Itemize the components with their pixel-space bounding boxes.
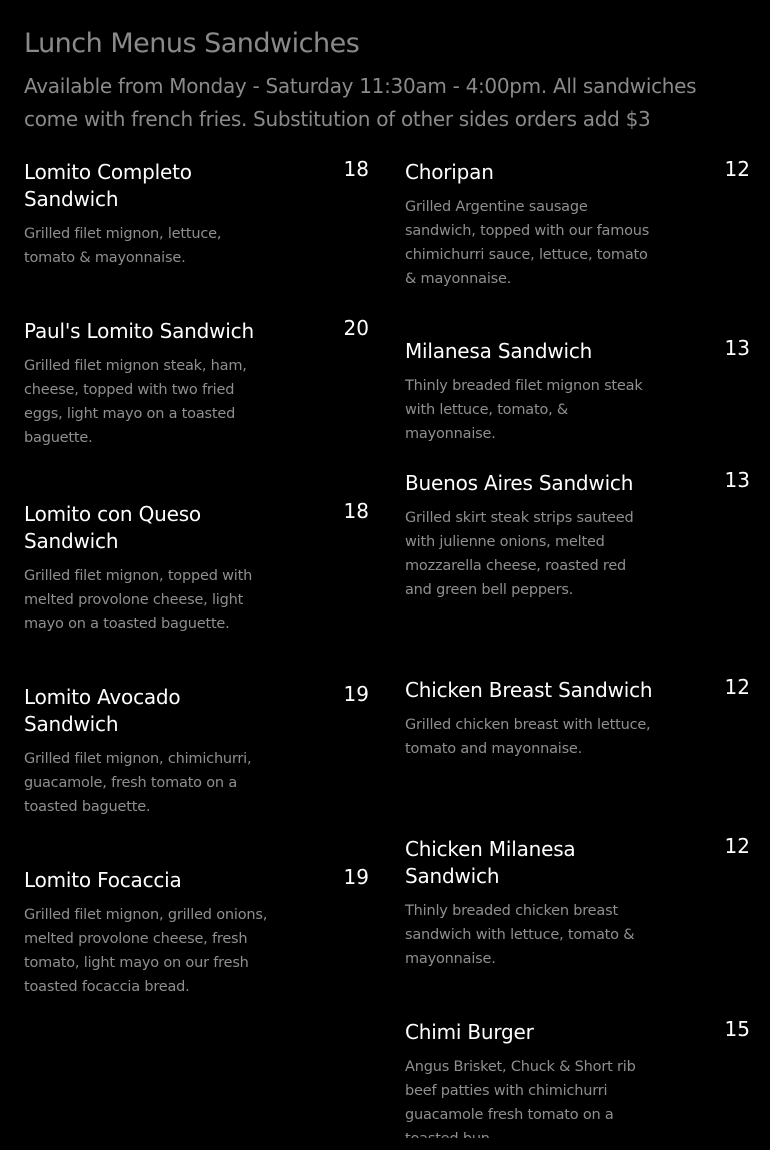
menu-item — [24, 684, 369, 819]
menu-item-price: 12 — [724, 834, 750, 858]
page-subtitle: Available from Monday - Saturday 11:30am - 4:00pm. All sandwiches come with french fries. Substitution of other sides orders add $3 — [24, 74, 697, 131]
menu-item-price: 13 — [724, 468, 750, 492]
menu-item-description: Grilled filet mignon steak, ham, cheese, topped with two fried eggs, light mayo on a toasted baguette. — [24, 358, 247, 446]
menu-item-description: Grilled Argentine sausage sandwich, topped with our famous chimichurri sauce, lettuce, tomato & mayonnaise. — [405, 199, 650, 287]
menu-item-name: Milanesa Sandwich — [405, 339, 593, 363]
menu-item-price: 13 — [724, 336, 750, 360]
menu-item-name: Paul's Lomito Sandwich — [24, 319, 254, 343]
menu-item — [405, 159, 750, 291]
menu-item-description: Grilled filet mignon, topped with melted provolone cheese, light mayo on a toasted baguette. — [24, 568, 253, 632]
menu-item-description: Grilled skirt steak strips sauteed with julienne onions, melted mozzarella cheese, roasted red and green bell peppers. — [405, 510, 634, 598]
menu-item-name: Lomito con Queso Sandwich — [24, 502, 201, 553]
menu-item-price: 19 — [343, 865, 369, 889]
menu-item-name: Lomito Completo Sandwich — [24, 160, 192, 211]
menu-item-description: Grilled filet mignon, lettuce, tomato & mayonnaise. — [24, 226, 222, 266]
menu-item-description: Grilled filet mignon, grilled onions, melted provolone cheese, fresh tomato, light mayo on our fresh toasted focaccia bread. — [24, 907, 268, 995]
menu-item-description: Thinly breaded filet mignon steak with lettuce, tomato, & mayonnaise. — [405, 378, 643, 442]
page-title: Lunch Menus Sandwiches — [24, 28, 360, 59]
menu-item — [405, 470, 750, 602]
menu-item-price: 20 — [343, 316, 369, 340]
menu-item-name: Lomito Avocado Sandwich — [24, 685, 181, 736]
menu-item — [405, 836, 750, 971]
menu-item — [24, 318, 369, 450]
menu-item-description: Grilled filet mignon, chimichurri, guacamole, fresh tomato on a toasted baguette. — [24, 751, 252, 815]
menu-item — [405, 1019, 750, 1150]
menu-item — [405, 338, 750, 446]
menu-item-name: Chimi Burger — [405, 1020, 534, 1044]
menu-item-price: 12 — [724, 675, 750, 699]
menu-item-price: 18 — [343, 499, 369, 523]
menu-item-price: 19 — [343, 682, 369, 706]
menu-item — [405, 677, 750, 761]
menu-item-description: Thinly breaded chicken breast sandwich with lettuce, tomato & mayonnaise. — [405, 903, 635, 967]
menu-item-name: Chicken Milanesa Sandwich — [405, 837, 576, 888]
menu-item — [24, 867, 369, 999]
menu-item-price: 15 — [724, 1017, 750, 1041]
menu-item-price: 18 — [343, 157, 369, 181]
bottom-clip — [0, 1138, 770, 1150]
menu-item-description: Angus Brisket, Chuck & Short rib beef patties with chimichurri guacamole fresh tomato on a — [405, 1059, 636, 1123]
menu-item-name: Lomito Focaccia — [24, 868, 182, 892]
menu-item-name: Buenos Aires Sandwich — [405, 471, 634, 495]
menu-item — [24, 501, 369, 636]
menu-item-description: Grilled chicken breast with lettuce, tomato and mayonnaise. — [405, 717, 651, 757]
menu-item — [24, 159, 369, 270]
menu-item-name: Choripan — [405, 160, 494, 184]
menu-item-price: 12 — [724, 157, 750, 181]
menu-item-name: Chicken Breast Sandwich — [405, 678, 653, 702]
